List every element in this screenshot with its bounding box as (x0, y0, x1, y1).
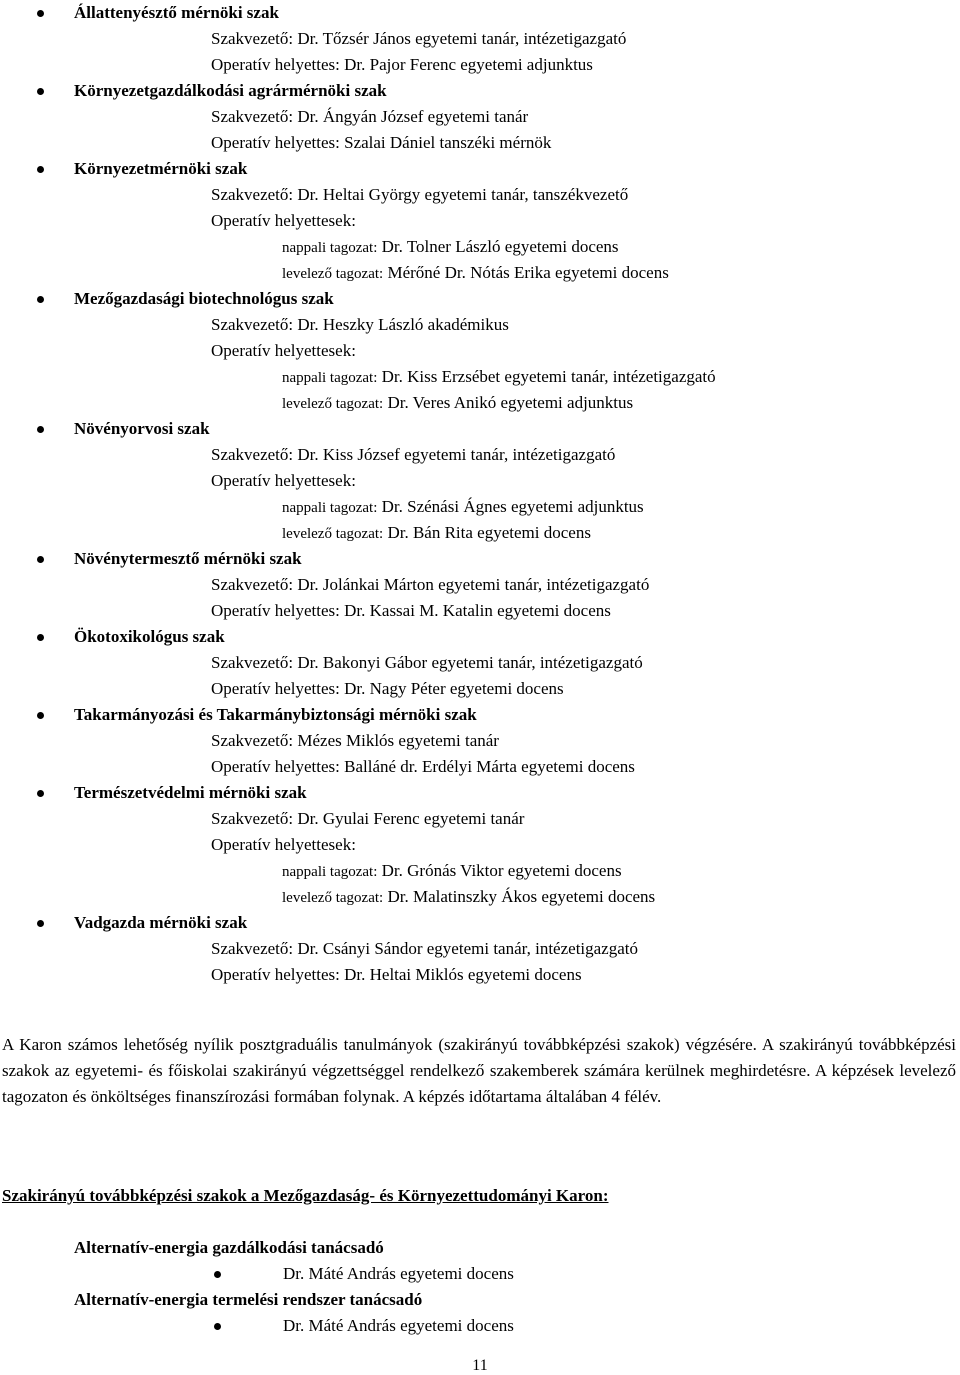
program-name: Növényorvosi szak (74, 419, 210, 438)
tagozat-person: Mérőné Dr. Nótás Erika egyetemi docens (387, 263, 669, 282)
tagozat-row (282, 367, 716, 388)
program-detail-line: Szakvezető: Dr. Heszky László akadémikus (211, 315, 509, 334)
program-detail-line: Szakvezető: Dr. Tőzsér János egyetemi tanár, intézetigazgató (211, 29, 627, 48)
tagozat-row (282, 497, 644, 518)
bullet-icon (37, 88, 44, 95)
tagozat-label: levelező tagozat: (282, 396, 384, 412)
bullet-icon (37, 166, 44, 173)
intro-paragraph: A Karon számos lehetőség nyílik posztgraduális tanulmányok (szakirányú továbbképzési szakok) végzésére. A szakirányú továbbképzési szakok az egyetemi- és főiskolai szakirányú végzettséggel rendelkező szakemberek számára kerülnek meghirdetésre. A képzések levelező tagozaton és önköltséges finanszírozási formában folynak. A képzés időtartama általában 4 félév. (2, 1035, 956, 1106)
program-detail-line: Operatív helyettes: Dr. Nagy Péter egyetemi docens (211, 679, 564, 698)
tagozat-label: nappali tagozat: (282, 240, 378, 256)
tagozat-label: nappali tagozat: (282, 864, 378, 880)
program-detail-line: Operatív helyettesek: (211, 471, 356, 490)
tagozat-person: Dr. Szénási Ágnes egyetemi adjunktus (381, 497, 644, 516)
tagozat-row (282, 263, 669, 284)
tagozat-row (282, 393, 633, 414)
tagozat-row (282, 523, 591, 544)
program-name: Természetvédelmi mérnöki szak (74, 783, 307, 802)
tagozat-row (282, 861, 622, 882)
bullet-icon (37, 712, 44, 719)
program-detail-line: Operatív helyettesek: (211, 835, 356, 854)
program-detail-line: Operatív helyettes: Balláné dr. Erdélyi Márta egyetemi docens (211, 757, 635, 776)
tagozat-person: Dr. Veres Anikó egyetemi adjunktus (387, 393, 634, 412)
program-detail-line: Operatív helyettes: Dr. Kassai M. Katalin egyetemi docens (211, 601, 611, 620)
bullet-icon (37, 920, 44, 927)
further-program-name: Alternatív-energia gazdálkodási tanácsadó (74, 1238, 384, 1257)
bullet-icon (37, 10, 44, 17)
program-detail-line: Operatív helyettes: Dr. Pajor Ferenc egyetemi adjunktus (211, 55, 593, 74)
program-detail-line: Szakvezető: Mézes Miklós egyetemi tanár (211, 731, 499, 750)
tagozat-person: Dr. Grónás Viktor egyetemi docens (381, 861, 622, 880)
program-name: Növénytermesztő mérnöki szak (74, 549, 302, 568)
further-program-person: Dr. Máté András egyetemi docens (283, 1264, 514, 1283)
program-name: Környezetgazdálkodási agrármérnöki szak (74, 81, 387, 100)
tagozat-label: levelező tagozat: (282, 890, 384, 906)
tagozat-row (282, 887, 655, 908)
program-detail-line: Szakvezető: Dr. Jolánkai Márton egyetemi tanár, intézetigazgató (211, 575, 650, 594)
program-detail-line: Szakvezető: Dr. Ángyán József egyetemi tanár (211, 107, 529, 126)
program-detail-line: Operatív helyettes: Dr. Heltai Miklós egyetemi docens (211, 965, 582, 984)
program-name: Ökotoxikológus szak (74, 627, 225, 646)
tagozat-label: nappali tagozat: (282, 500, 378, 516)
further-program-name: Alternatív-energia termelési rendszer tanácsadó (74, 1290, 423, 1309)
tagozat-label: levelező tagozat: (282, 526, 384, 542)
bullet-icon (37, 634, 44, 641)
program-detail-line: Operatív helyettes: Szalai Dániel tanszéki mérnök (211, 133, 552, 152)
tagozat-label: levelező tagozat: (282, 266, 384, 282)
program-detail-line: Operatív helyettesek: (211, 211, 356, 230)
bullet-icon (37, 296, 44, 303)
bullet-icon (214, 1323, 221, 1330)
program-detail-line: Szakvezető: Dr. Gyulai Ferenc egyetemi tanár (211, 809, 525, 828)
program-name: Vadgazda mérnöki szak (74, 913, 248, 932)
tagozat-person: Dr. Tolner László egyetemi docens (381, 237, 619, 256)
tagozat-row (282, 237, 619, 258)
program-name: Környezetmérnöki szak (74, 159, 248, 178)
program-detail-line: Szakvezető: Dr. Csányi Sándor egyetemi tanár, intézetigazgató (211, 939, 639, 958)
tagozat-person: Dr. Bán Rita egyetemi docens (387, 523, 591, 542)
page-number: 11 (472, 1357, 488, 1374)
program-name: Állattenyésztő mérnöki szak (74, 3, 279, 22)
program-detail-line: Szakvezető: Dr. Heltai György egyetemi tanár, tanszékvezető (211, 185, 629, 204)
tagozat-person: Dr. Malatinszky Ákos egyetemi docens (387, 887, 656, 906)
bullet-icon (37, 790, 44, 797)
bullet-icon (37, 426, 44, 433)
program-detail-line: Szakvezető: Dr. Bakonyi Gábor egyetemi tanár, intézetigazgató (211, 653, 643, 672)
tagozat-person: Dr. Kiss Erzsébet egyetemi tanár, intézetigazgató (381, 367, 716, 386)
section-heading: Szakirányú továbbképzési szakok a Mezőgazdaság- és Környezettudományi Karon: (2, 1186, 609, 1205)
tagozat-label: nappali tagozat: (282, 370, 378, 386)
program-detail-line: Szakvezető: Dr. Kiss József egyetemi tanár, intézetigazgató (211, 445, 616, 464)
bullet-icon (37, 556, 44, 563)
program-name: Mezőgazdasági biotechnológus szak (74, 289, 334, 308)
program-detail-line: Operatív helyettesek: (211, 341, 356, 360)
further-program-person: Dr. Máté András egyetemi docens (283, 1316, 514, 1335)
program-name: Takarmányozási és Takarmánybiztonsági mérnöki szak (74, 705, 477, 724)
bullet-icon (214, 1271, 221, 1278)
